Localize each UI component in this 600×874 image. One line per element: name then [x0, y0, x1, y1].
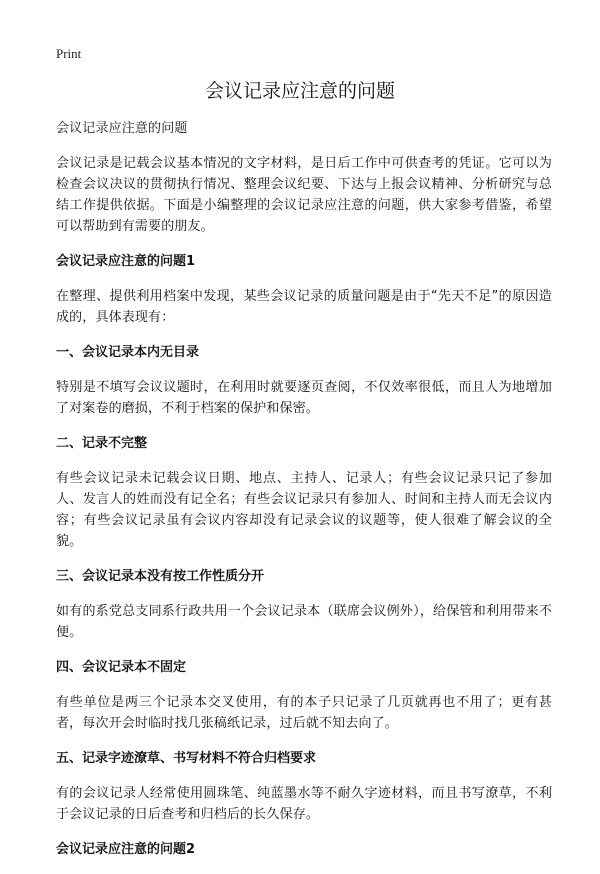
article-subtitle: 会议记录应注意的问题: [56, 121, 188, 136]
page-title: 会议记录应注意的问题: [204, 80, 395, 102]
item-1-text: 特别是不填写会议议题时，在利用时就要逐页查阅，不仅效率很低，而且人为地增加了对案卷的磨损，不利于档案的保护和保密。: [56, 380, 552, 416]
item-1-heading: 一、会议记录本内无目录: [56, 345, 200, 360]
item-5-text: 有的会议记录人经常使用圆珠笔、纯蓝墨水等不耐久字迹材料，而且书写潦草，不利于会议记录的日后查考和归档后的长久保存。: [56, 786, 552, 822]
item-3-heading: 三、会议记录本没有按工作性质分开: [56, 569, 265, 584]
section-2-heading: 会议记录应注意的问题2: [56, 842, 196, 857]
item-2-text: 有些会议记录未记载会议日期、地点、主持人、记录人；有些会议记录只记了参加人、发言人的姓而没有记全名；有些会议记录只有参加人、时间和主持人而无会议内容；有些会议记录虽有会议内容却没有记录会议的议题等，使人很难了解会议的全貌。: [56, 471, 552, 549]
item-5-heading: 五、记录字迹潦草、书写材料不符合归档要求: [56, 751, 317, 766]
item-3-text: 如有的系党总支同系行政共用一个会议记录本（联席会议例外），给保管和利用带来不便。: [56, 604, 552, 640]
item-2-heading: 二、记录不完整: [56, 436, 148, 451]
item-4-text: 有些单位是两三个记录本交叉使用，有的本子只记录了几页就再也不用了；更有甚者，每次开会时临时找几张稿纸记录，过后就不知去向了。: [56, 695, 552, 731]
section-1-heading: 会议记录应注意的问题1: [56, 254, 196, 269]
item-4-heading: 四、会议记录本不固定: [56, 660, 187, 675]
article-body: [56, 118, 552, 874]
print-link[interactable]: Print: [56, 46, 82, 61]
section-1-intro: 在整理、提供利用档案中发现，某些会议记录的质量问题是由于“先天不足”的原因造成的，具体表现有：: [56, 289, 552, 325]
intro-paragraph: 会议记录是记载会议基本情况的文字材料，是日后工作中可供查考的凭证。它可以为检查会议决议的贯彻执行情况、整理会议纪要、下达与上报会议精神、分析研究与总结工作提供依据。下面是小编整理的会议记录应注意的问题，供大家参考借鉴，希望可以帮助到有需要的朋友。: [56, 156, 552, 234]
